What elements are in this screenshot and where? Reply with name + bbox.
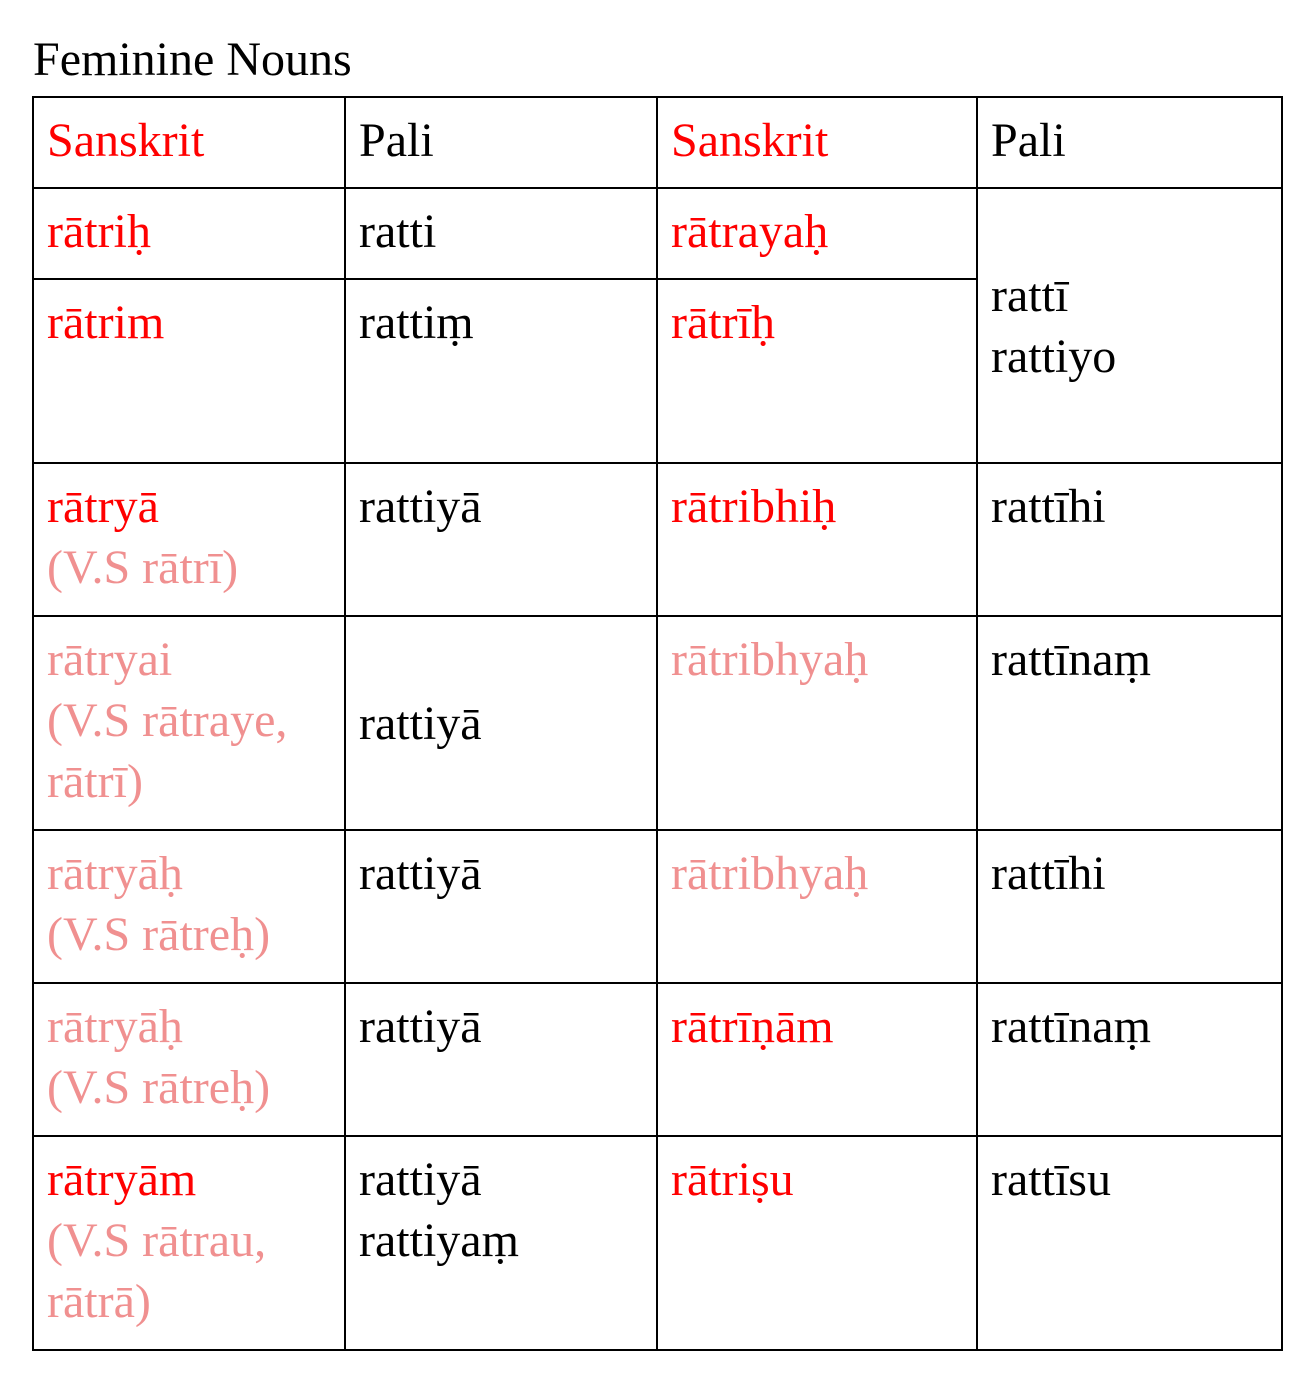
sanskrit-plural-cell: rātriṣu	[657, 1136, 977, 1350]
table-header-row	[33, 97, 1282, 188]
table-row-genitive	[33, 983, 1282, 1136]
header-sanskrit-plural: Sanskrit	[657, 97, 977, 188]
table-row-instrumental	[33, 463, 1282, 616]
sanskrit-singular-cell: rātryām (V.S rātrau, rātrā)	[33, 1136, 345, 1350]
pali-plural-cell: rattīsu	[977, 1136, 1282, 1350]
pali-singular-cell: rattiyā	[345, 616, 657, 830]
pali-singular-cell: rattiyā	[345, 463, 657, 616]
sanskrit-singular-cell: rātryā (V.S rātrī)	[33, 463, 345, 616]
header-pali-plural: Pali	[977, 97, 1282, 188]
page-title: Feminine Nouns	[33, 33, 352, 86]
pali-singular-cell: rattiyā	[345, 830, 657, 983]
table-row-locative	[33, 1136, 1282, 1350]
table-row-nominative	[33, 188, 1282, 279]
sanskrit-singular-cell: rātryāḥ (V.S rātreḥ)	[33, 830, 345, 983]
pali-plural-cell: rattīnaṃ	[977, 983, 1282, 1136]
sanskrit-singular-cell: rātryāḥ (V.S rātreḥ)	[33, 983, 345, 1136]
sanskrit-singular-cell: rātriḥ	[33, 188, 345, 279]
pali-plural-cell: rattīhi	[977, 463, 1282, 616]
pali-plural-cell: rattīnaṃ	[977, 616, 1282, 830]
pali-singular-cell: rattiyā rattiyaṃ	[345, 1136, 657, 1350]
sanskrit-plural-cell: rātrīṇām	[657, 983, 977, 1136]
pali-singular-cell: ratti	[345, 188, 657, 279]
header-sanskrit-singular: Sanskrit	[33, 97, 345, 188]
sanskrit-plural-cell: rātrayaḥ	[657, 188, 977, 279]
header-pali-singular: Pali	[345, 97, 657, 188]
table-row-dative	[33, 616, 1282, 830]
pali-plural-cell: rattī rattiyo	[977, 188, 1282, 463]
sanskrit-plural-cell: rātribhyaḥ	[657, 616, 977, 830]
declension-table	[32, 96, 1283, 1351]
table-row-ablative	[33, 830, 1282, 983]
sanskrit-singular-cell: rātryai (V.S rātraye, rātrī)	[33, 616, 345, 830]
sanskrit-plural-cell: rātribhiḥ	[657, 463, 977, 616]
sanskrit-plural-cell: rātrīḥ	[657, 279, 977, 463]
pali-singular-cell: rattiṃ	[345, 279, 657, 463]
sanskrit-singular-cell: rātrim	[33, 279, 345, 463]
pali-singular-cell: rattiyā	[345, 983, 657, 1136]
sanskrit-plural-cell: rātribhyaḥ	[657, 830, 977, 983]
pali-plural-cell: rattīhi	[977, 830, 1282, 983]
